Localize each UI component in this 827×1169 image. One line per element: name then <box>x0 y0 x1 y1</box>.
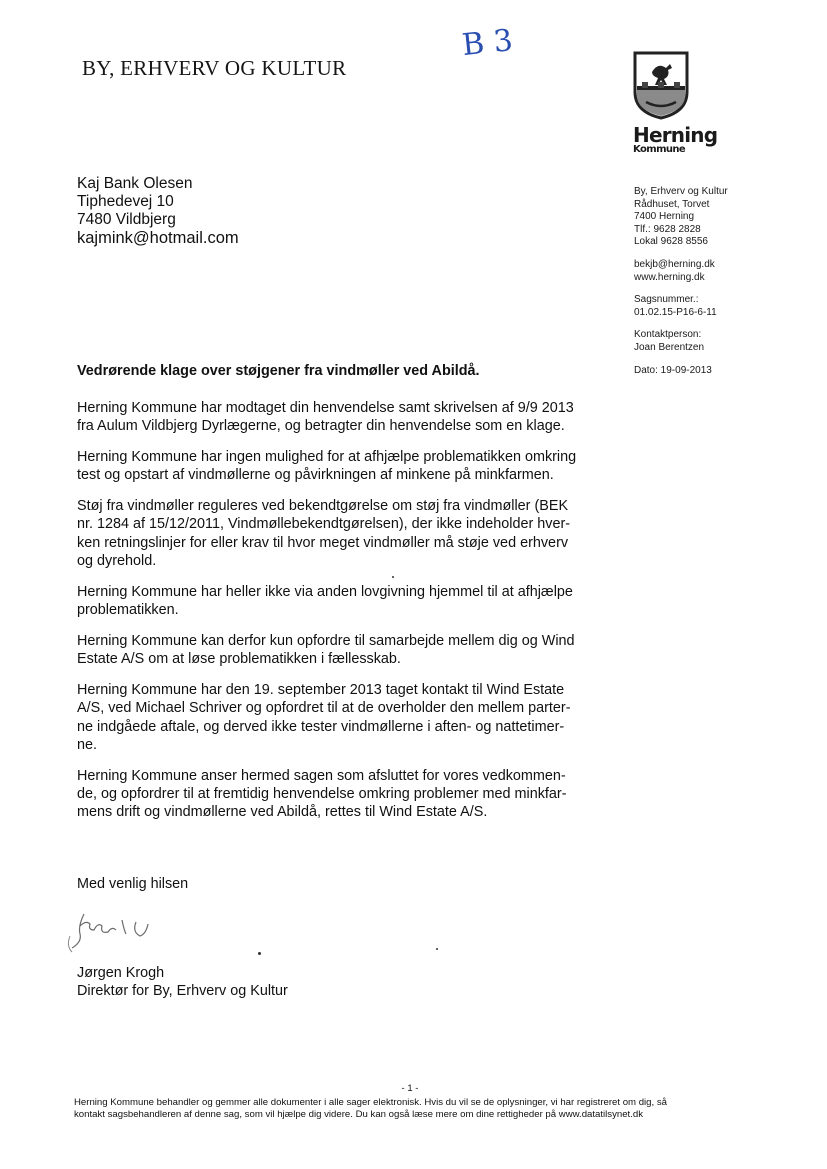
privacy-footer <box>74 1097 774 1122</box>
case-number: 01.02.15-P16-6-11 <box>634 306 717 318</box>
recipient-name: Kaj Bank Olesen <box>77 175 193 192</box>
sender-address-line: Rådhuset, Torvet <box>634 198 710 210</box>
paragraph-line: ne. <box>77 737 98 754</box>
sender-contact-links <box>634 259 784 284</box>
brand-sub: Kommune <box>633 144 686 155</box>
paragraph-line: og dyrehold. <box>77 553 157 570</box>
letter-paragraph <box>77 632 622 669</box>
sender-info <box>634 186 784 387</box>
paragraph-line: Støj fra vindmøller reguleres ved bekendtgørelse om støj fra vindmøller (BEK <box>77 498 569 514</box>
paragraph-line: fra Aulum Vildbjerg Dyrlægerne, og betragter din henvendelse som en klage. <box>77 418 565 435</box>
paragraph-line: Herning Kommune har heller ikke via anden lovgivning hjemmel til at afhjælpe <box>77 583 573 600</box>
letter-subject: Vedrørende klage over støjgener fra vindmøller ved Abildå. <box>77 363 480 379</box>
paragraph-line: Herning Kommune anser hermed sagen som afsluttet for vores vedkommen- <box>77 767 566 784</box>
sender-email-link: bekjb@herning.dk <box>634 258 715 270</box>
letter-paragraph <box>77 681 622 755</box>
handwritten-signature <box>62 906 182 962</box>
contact-person-block <box>634 329 784 354</box>
recipient-address <box>77 175 377 247</box>
footer-line: Herning Kommune behandler og gemmer alle dokumenter i alle sager elektronisk. Hvis du vil se de oplysninger, vi har registreret om dig, så <box>74 1097 667 1108</box>
recipient-email: kajmink@hotmail.com <box>77 229 239 247</box>
department-title: BY, ERHVERV OG KULTUR <box>82 56 347 80</box>
footer-line: kontakt sagsbehandleren af denne sag, som vil hjælpe dig videre. Du kan også læse mere om dine rettigheder på www.datatilsynet.dk <box>74 1109 644 1121</box>
scan-speck <box>392 576 394 578</box>
contact-person: Joan Berentzen <box>634 341 705 353</box>
letter-paragraph <box>77 767 622 822</box>
sender-address-line: By, Erhverv og Kultur <box>634 186 728 197</box>
handwritten-mark: B 3 <box>460 22 515 64</box>
recipient-city: 7480 Vildbjerg <box>77 211 176 228</box>
letter-paragraph <box>77 448 622 485</box>
closing-greeting: Med venlig hilsen <box>77 876 189 892</box>
paragraph-line: Herning Kommune har modtaget din henvendelse samt skrivelsen af 9/9 2013 <box>77 400 574 416</box>
paragraph-line: ken retningslinjer for eller krav til hvor meget vindmøller må støje ved erhverv <box>77 534 569 551</box>
case-number-block <box>634 294 784 319</box>
contact-person-label: Kontaktperson: <box>634 329 702 341</box>
letter-paragraph <box>77 399 622 436</box>
scan-speck <box>258 952 261 955</box>
case-number-label: Sagsnummer.: <box>634 294 699 306</box>
letter-paragraph <box>77 583 622 620</box>
herning-crest-icon <box>632 50 690 120</box>
paragraph-line: Herning Kommune kan derfor kun opfordre til samarbejde mellem dig og Wind <box>77 632 575 649</box>
paragraph-line: Estate A/S om at løse problematikken i fællesskab. <box>77 651 401 668</box>
page-number: - 1 - <box>401 1083 419 1094</box>
sender-address <box>634 186 784 249</box>
paragraph-line: Herning Kommune har den 19. september 2013 taget kontakt til Wind Estate <box>77 681 565 698</box>
sender-address-line: 7400 Herning <box>634 211 695 223</box>
municipality-logo-text <box>633 124 743 155</box>
paragraph-line: de, og opfordrer til at fremtidig henvendelse omkring problemer med minkfar- <box>77 786 567 803</box>
paragraph-line: A/S, ved Michael Schriver og opfordret til at de overholder den mellem parter- <box>77 700 571 717</box>
sender-phone: Tlf.: 9628 2828 <box>634 223 701 235</box>
recipient-street: Tiphedevej 10 <box>77 193 174 210</box>
signer-block <box>77 964 397 1000</box>
letter-body <box>77 399 622 834</box>
letter-paragraph <box>77 497 622 571</box>
paragraph-line: test og opstart af vindmøllerne og påvirkningen af minkene på minkfarmen. <box>77 467 554 484</box>
paragraph-line: ne indgåede aftale, og derved ikke tester vindmøllerne i aften- og nattetimer- <box>77 718 565 735</box>
sender-local-phone: Lokal 9628 8556 <box>634 236 708 248</box>
paragraph-line: Herning Kommune har ingen mulighed for at afhjælpe problematikken omkring <box>77 449 577 465</box>
signer-title: Direktør for By, Erhverv og Kultur <box>77 983 288 999</box>
scan-speck <box>436 948 438 950</box>
signer-name: Jørgen Krogh <box>77 965 165 981</box>
brand-name: Herning <box>633 123 718 147</box>
sender-website-link: www.herning.dk <box>634 271 705 283</box>
paragraph-line: nr. 1284 af 15/12/2011, Vindmøllebekendtgørelsen), der ikke indeholder hver- <box>77 516 571 533</box>
paragraph-line: problematikken. <box>77 602 179 619</box>
letter-date: Dato: 19-09-2013 <box>634 364 712 376</box>
paragraph-line: mens drift og vindmøllerne ved Abildå, rettes til Wind Estate A/S. <box>77 804 488 821</box>
